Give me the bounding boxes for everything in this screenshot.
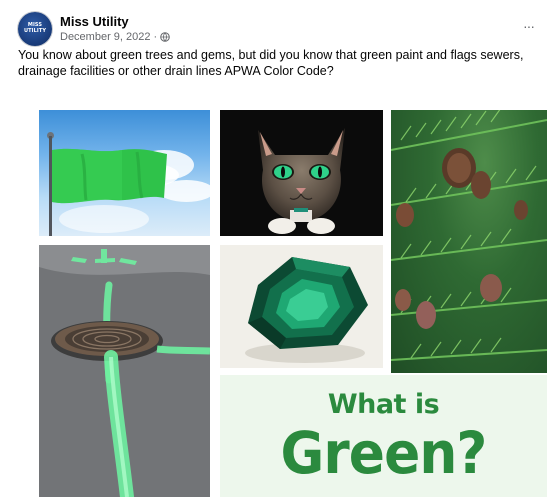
green-flag-photo [39, 110, 210, 236]
post-header [0, 0, 548, 90]
post-meta [60, 31, 170, 43]
emerald-illustration [220, 245, 383, 368]
green-eyed-cat-photo [220, 110, 383, 236]
pine-cones [395, 148, 528, 329]
green-paint-sewer-marking-photo [39, 245, 210, 497]
cat-illustration [220, 110, 383, 236]
pine-branch-photo [391, 110, 547, 373]
post-image-collage[interactable] [0, 95, 548, 497]
meta-separator: · [153, 31, 158, 43]
post-text: You know about green trees and gems, but did you know that green paint and flags sewers, drainage facilities or other drain lines APWA Color Code? [18, 48, 524, 78]
more-options-icon[interactable]: ··· [523, 18, 534, 34]
street-illustration [39, 245, 210, 497]
green-flag [52, 148, 167, 206]
what-is-green-graphic [220, 375, 547, 497]
headline-green: Green? [280, 419, 487, 487]
post-date[interactable]: December 9, 2022 [60, 31, 151, 43]
avatar-logo-text: MISS UTILITY [23, 22, 47, 34]
emerald-gem-photo [220, 245, 383, 368]
headline-what-is: What is [327, 389, 440, 420]
page-avatar[interactable] [18, 12, 52, 46]
pine-illustration [391, 110, 547, 373]
globe-icon [160, 32, 170, 42]
page-name-link[interactable]: Miss Utility [60, 14, 129, 29]
